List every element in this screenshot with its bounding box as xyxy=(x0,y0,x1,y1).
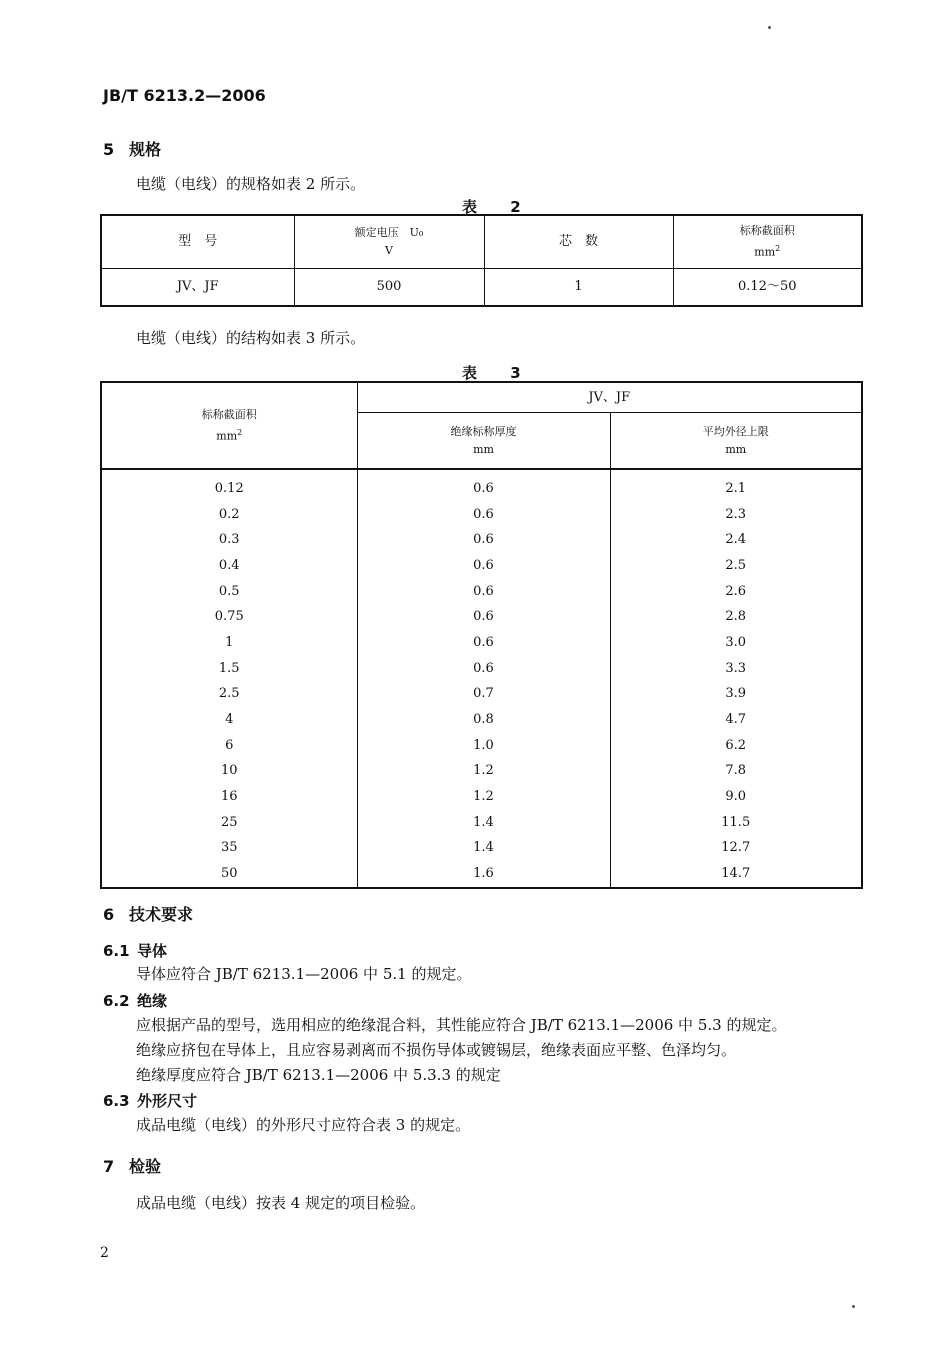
table-row xyxy=(101,269,862,307)
cell-area: 16 xyxy=(101,784,357,810)
section-6-2-line-1: 应根据产品的型号，选用相应的绝缘混合料，其性能应符合 JB/T 6213.1—2006 中 5.3 的规定。 xyxy=(136,1016,787,1034)
table-row xyxy=(101,759,862,785)
cell-diameter: 9.0 xyxy=(610,784,862,810)
section-number: 6.1 xyxy=(103,942,130,960)
scan-speck xyxy=(768,26,771,29)
cell-diameter: 2.8 xyxy=(610,604,862,630)
cell-diameter: 12.7 xyxy=(610,836,862,862)
cell-diameter: 4.7 xyxy=(610,707,862,733)
table-row xyxy=(101,836,862,862)
section-number: 6 xyxy=(103,905,115,924)
header-voltage: 额定电压 U₀ V xyxy=(294,215,484,269)
cell-diameter: 2.6 xyxy=(610,579,862,605)
cell-area: 50 xyxy=(101,861,357,888)
header-area: 标称截面积 $mm^2$ xyxy=(101,382,357,469)
scan-speck xyxy=(852,1305,855,1308)
table-row xyxy=(101,682,862,708)
section-title: 检验 xyxy=(129,1157,162,1176)
cell-cores: 1 xyxy=(484,269,673,307)
table-row xyxy=(101,527,862,553)
header-thickness: 绝缘标称厚度 mm xyxy=(357,413,610,470)
cell-thickness: 1.2 xyxy=(357,784,610,810)
cell-area: 10 xyxy=(101,759,357,785)
header-cores: 芯 数 xyxy=(484,215,673,269)
cell-thickness: 0.6 xyxy=(357,579,610,605)
header-group: JV、JF xyxy=(357,382,862,413)
cell-thickness: 0.6 xyxy=(357,469,610,502)
section-6-2-heading xyxy=(103,990,167,1011)
cell-area: 0.2 xyxy=(101,502,357,528)
section-5-heading xyxy=(103,137,161,160)
table-row xyxy=(101,810,862,836)
cell-diameter: 6.2 xyxy=(610,733,862,759)
cell-thickness: 0.6 xyxy=(357,630,610,656)
cell-area: 0.75 xyxy=(101,604,357,630)
header-diameter: 平均外径上限 mm xyxy=(610,413,862,470)
cell-thickness: 1.2 xyxy=(357,759,610,785)
table-3-caption: 表 3 xyxy=(462,364,535,382)
section-title: 绝缘 xyxy=(137,992,168,1010)
cell-thickness: 0.6 xyxy=(357,502,610,528)
table-row xyxy=(101,579,862,605)
section-number: 6.2 xyxy=(103,992,130,1010)
cell-model: JV、JF xyxy=(101,269,294,307)
section-5-intro-2: 电缆（电线）的结构如表 3 所示。 xyxy=(136,329,366,347)
cell-diameter: 2.3 xyxy=(610,502,862,528)
table-row xyxy=(101,553,862,579)
cell-area: 4 xyxy=(101,707,357,733)
cell-area: 0.12～50 xyxy=(673,269,862,307)
cell-diameter: 2.1 xyxy=(610,469,862,502)
cell-area: 2.5 xyxy=(101,682,357,708)
cell-area: 35 xyxy=(101,836,357,862)
section-title: 外形尺寸 xyxy=(137,1092,198,1110)
cell-thickness: 1.6 xyxy=(357,861,610,888)
section-number: 6.3 xyxy=(103,1092,130,1110)
cell-voltage: 500 xyxy=(294,269,484,307)
cell-area: 6 xyxy=(101,733,357,759)
table-2-caption: 表 2 xyxy=(462,198,535,216)
cell-area: 0.3 xyxy=(101,527,357,553)
cell-area: 0.12 xyxy=(101,469,357,502)
cell-area: 0.5 xyxy=(101,579,357,605)
table-row xyxy=(101,656,862,682)
cell-thickness: 1.0 xyxy=(357,733,610,759)
cell-area: 1.5 xyxy=(101,656,357,682)
document-code: JB/T 6213.2—2006 xyxy=(103,86,266,105)
cell-diameter: 3.3 xyxy=(610,656,862,682)
cell-diameter: 2.4 xyxy=(610,527,862,553)
cell-thickness: 0.7 xyxy=(357,682,610,708)
table-2 xyxy=(100,214,863,307)
table-row xyxy=(101,861,862,888)
table-row xyxy=(101,604,862,630)
table-row xyxy=(101,630,862,656)
cell-diameter: 14.7 xyxy=(610,861,862,888)
cell-diameter: 7.8 xyxy=(610,759,862,785)
cell-thickness: 0.6 xyxy=(357,527,610,553)
cell-diameter: 11.5 xyxy=(610,810,862,836)
section-number: 7 xyxy=(103,1157,115,1176)
cell-thickness: 1.4 xyxy=(357,810,610,836)
page-number: 2 xyxy=(100,1245,109,1261)
cell-area: 1 xyxy=(101,630,357,656)
table-row xyxy=(101,502,862,528)
header-area: 标称截面积 $mm^2$ xyxy=(673,215,862,269)
cell-thickness: 0.6 xyxy=(357,604,610,630)
section-5-intro: 电缆（电线）的规格如表 2 所示。 xyxy=(136,175,366,193)
table-row xyxy=(101,784,862,810)
cell-thickness: 0.8 xyxy=(357,707,610,733)
table-row xyxy=(101,469,862,502)
section-7-text: 成品电缆（电线）按表 4 规定的项目检验。 xyxy=(136,1194,426,1212)
section-6-3-heading xyxy=(103,1090,197,1111)
table-row xyxy=(101,733,862,759)
section-title: 技术要求 xyxy=(129,905,194,924)
cell-diameter: 3.0 xyxy=(610,630,862,656)
section-6-3-text: 成品电缆（电线）的外形尺寸应符合表 3 的规定。 xyxy=(136,1116,471,1134)
section-number: 5 xyxy=(103,140,115,159)
cell-thickness: 0.6 xyxy=(357,656,610,682)
cell-thickness: 1.4 xyxy=(357,836,610,862)
section-6-1-heading xyxy=(103,940,167,961)
header-model: 型 号 xyxy=(101,215,294,269)
cell-diameter: 3.9 xyxy=(610,682,862,708)
section-title: 导体 xyxy=(137,942,168,960)
section-6-2-line-2: 绝缘应挤包在导体上，且应容易剥离而不损伤导体或镀锡层，绝缘表面应平整、色泽均匀。 xyxy=(136,1041,737,1059)
section-6-2-line-3: 绝缘厚度应符合 JB/T 6213.1—2006 中 5.3.3 的规定 xyxy=(136,1066,501,1084)
section-6-1-text: 导体应符合 JB/T 6213.1—2006 中 5.1 的规定。 xyxy=(136,965,472,983)
cell-area: 25 xyxy=(101,810,357,836)
cell-thickness: 0.6 xyxy=(357,553,610,579)
section-title: 规格 xyxy=(129,140,162,159)
cell-area: 0.4 xyxy=(101,553,357,579)
section-6-heading xyxy=(103,902,193,925)
table-3 xyxy=(100,381,863,889)
section-7-heading xyxy=(103,1154,161,1177)
cell-diameter: 2.5 xyxy=(610,553,862,579)
table-row xyxy=(101,707,862,733)
